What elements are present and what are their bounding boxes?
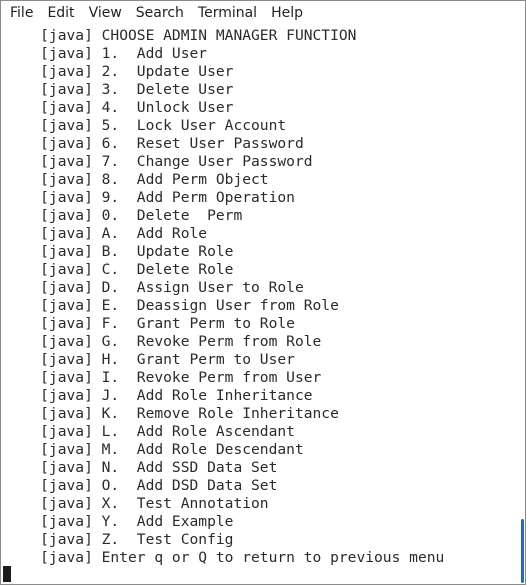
terminal-line: [java] K. Remove Role Inheritance bbox=[5, 405, 339, 422]
terminal-line: [java] 8. Add Perm Object bbox=[5, 171, 269, 188]
menu-bar bbox=[1, 1, 525, 25]
terminal-scrollbar[interactable] bbox=[519, 25, 525, 584]
terminal-line: [java] 5. Lock User Account bbox=[5, 117, 287, 134]
menu-view[interactable]: View bbox=[88, 5, 122, 21]
terminal-line: [java] L. Add Role Ascendant bbox=[5, 423, 295, 440]
terminal-line: [java] B. Update Role bbox=[5, 243, 234, 260]
terminal-line: [java] G. Revoke Perm from Role bbox=[5, 333, 322, 350]
terminal-line: [java] 3. Delete User bbox=[5, 81, 234, 98]
terminal-line: [java] J. Add Role Inheritance bbox=[5, 387, 313, 404]
menu-search[interactable]: Search bbox=[135, 5, 184, 21]
text-cursor bbox=[3, 566, 11, 582]
terminal-line: [java] C. Delete Role bbox=[5, 261, 234, 278]
menu-file[interactable]: File bbox=[10, 5, 34, 21]
terminal-line: [java] O. Add DSD Data Set bbox=[5, 477, 278, 494]
terminal-line: [java] E. Deassign User from Role bbox=[5, 297, 339, 314]
terminal-line: [java] Z. Test Config bbox=[5, 531, 234, 548]
menu-terminal[interactable]: Terminal bbox=[197, 5, 258, 21]
terminal-line: [java] 2. Update User bbox=[5, 63, 234, 80]
terminal-line: [java] 1. Add User bbox=[5, 45, 208, 62]
terminal-line: [java] CHOOSE ADMIN MANAGER FUNCTION bbox=[5, 27, 357, 44]
terminal-line: [java] Y. Add Example bbox=[5, 513, 234, 530]
terminal-line: [java] M. Add Role Descendant bbox=[5, 441, 304, 458]
terminal-line: [java] F. Grant Perm to Role bbox=[5, 315, 295, 332]
terminal-line: [java] A. Add Role bbox=[5, 225, 208, 242]
terminal-line: [java] 9. Add Perm Operation bbox=[5, 189, 295, 206]
menu-edit[interactable]: Edit bbox=[47, 5, 75, 21]
terminal-line: [java] 0. Delete Perm bbox=[5, 207, 243, 224]
terminal-line: [java] Enter q or Q to return to previous menu bbox=[5, 549, 445, 566]
terminal-line: [java] I. Revoke Perm from User bbox=[5, 369, 322, 386]
terminal-line: [java] D. Assign User to Role bbox=[5, 279, 304, 296]
scroll-thumb[interactable] bbox=[521, 519, 524, 583]
terminal-line: [java] N. Add SSD Data Set bbox=[5, 459, 278, 476]
terminal-line: [java] 7. Change User Password bbox=[5, 153, 313, 170]
menu-help[interactable]: Help bbox=[271, 5, 303, 21]
terminal-line: [java] X. Test Annotation bbox=[5, 495, 269, 512]
terminal-line: [java] H. Grant Perm to User bbox=[5, 351, 295, 368]
terminal-line: [java] 4. Unlock User bbox=[5, 99, 234, 116]
terminal-output[interactable] bbox=[1, 25, 519, 584]
terminal-line: [java] 6. Reset User Password bbox=[5, 135, 304, 152]
